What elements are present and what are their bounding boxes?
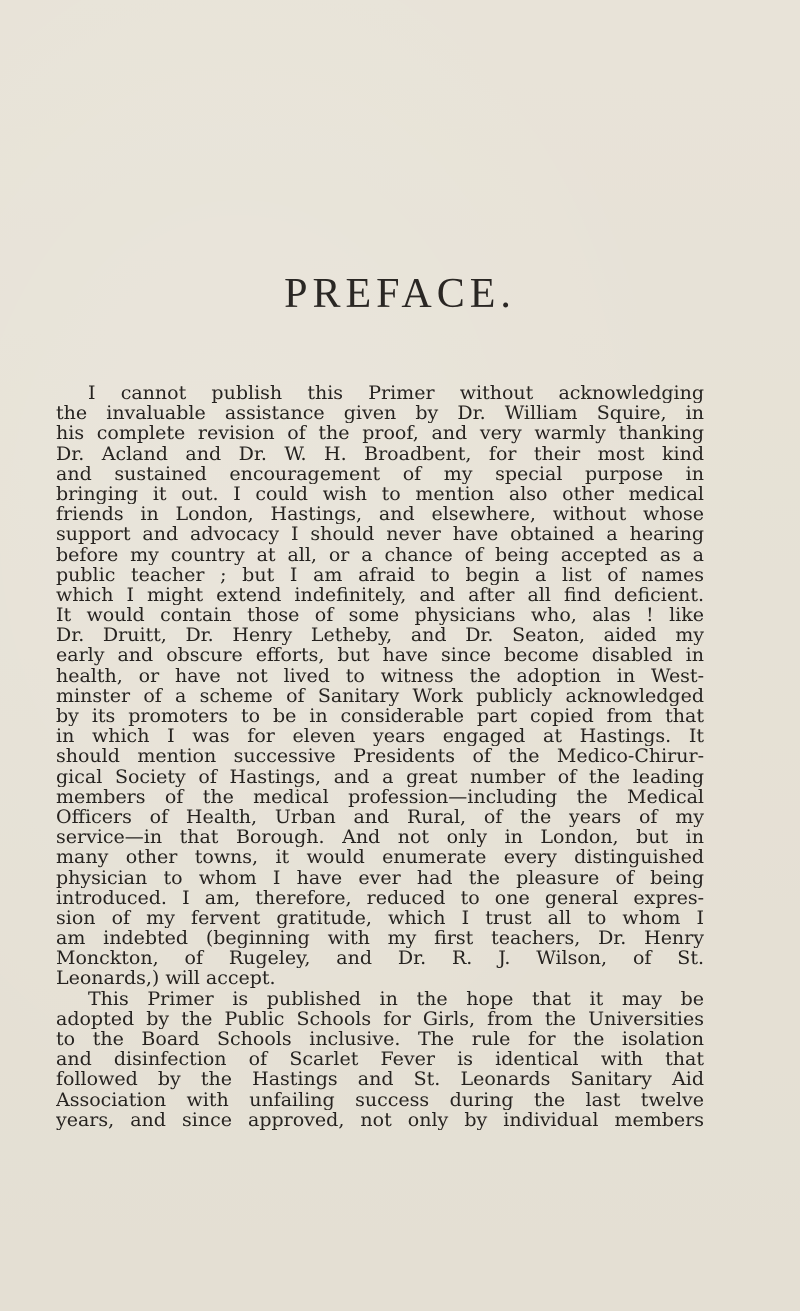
text-line: This Primer is published in the hope that it may be	[88, 988, 704, 1009]
text-line: should mention successive Presidents of the Medico-Chirur-	[56, 746, 704, 767]
text-line: to the Board Schools inclusive. The rule for the isolation	[56, 1029, 704, 1050]
text-line: adopted by the Public Schools for Girls, from the Universities	[56, 1008, 704, 1029]
text-line: and sustained encouragement of my special purpose in	[56, 463, 704, 484]
text-line: Monckton, of Rugeley, and Dr. R. J. Wilson, of St.	[56, 948, 704, 969]
text-line: which I might extend indefinitely, and after all find deficient.	[56, 584, 704, 606]
text-line: Dr. Acland and Dr. W. H. Broadbent, for their most kind	[56, 443, 704, 464]
text-line: members of the medical profession—including the Medical	[56, 786, 704, 807]
preface-body	[56, 383, 704, 1130]
text-line: I cannot publish this Primer without acknowledging	[88, 383, 704, 404]
text-line: Association with unfailing success during the last twelve	[56, 1089, 704, 1110]
text-line: public teacher ; but I am afraid to begin a list of names	[56, 564, 704, 585]
text-line: bringing it out. I could wish to mention also other medical	[56, 483, 704, 505]
text-line: Officers of Health, Urban and Rural, of the years of my	[56, 806, 704, 828]
text-line: before my country at all, or a chance of being accepted as a	[56, 544, 704, 565]
text-line: Leonards,) will accept.	[56, 968, 276, 989]
text-line: many other towns, it would enumerate every distinguished	[56, 847, 704, 868]
text-line: friends in London, Hastings, and elsewhere, without whose	[56, 504, 704, 525]
text-line: the invaluable assistance given by Dr. William Squire, in	[56, 403, 704, 424]
text-line: gical Society of Hastings, and a great number of the leading	[56, 766, 704, 787]
text-line: sion of my fervent gratitude, which I trust all to whom I	[56, 907, 704, 929]
text-line: physician to whom I have ever had the pleasure of being	[56, 867, 704, 888]
text-line: introduced. I am, therefore, reduced to one general expres-	[56, 887, 704, 908]
text-line: followed by the Hastings and St. Leonards Sanitary Aid	[56, 1069, 704, 1090]
text-line: It would contain those of some physicians who, alas ! like	[56, 605, 704, 626]
text-line: service—in that Borough. And not only in London, but in	[56, 827, 704, 848]
text-line: his complete revision of the proof, and very warmly thanking	[56, 423, 704, 444]
page-title: PREFACE.	[284, 271, 516, 317]
text-line: health, or have not lived to witness the adoption in West-	[56, 665, 704, 686]
text-line: years, and since approved, not only by individual members	[56, 1109, 704, 1130]
text-line: in which I was for eleven years engaged at Hastings. It	[56, 726, 704, 747]
text-line: early and obscure efforts, but have since become disabled in	[56, 645, 704, 666]
text-line: minster of a scheme of Sanitary Work publicly acknowledged	[56, 685, 704, 706]
text-line: am indebted (beginning with my first teachers, Dr. Henry	[56, 928, 704, 949]
text-line: Dr. Druitt, Dr. Henry Letheby, and Dr. Seaton, aided my	[56, 625, 704, 646]
text-line: and disinfection of Scarlet Fever is identical with that	[56, 1049, 704, 1070]
text-line: support and advocacy I should never have obtained a hearing	[56, 524, 704, 545]
text-line: by its promoters to be in considerable part copied from that	[56, 706, 704, 727]
